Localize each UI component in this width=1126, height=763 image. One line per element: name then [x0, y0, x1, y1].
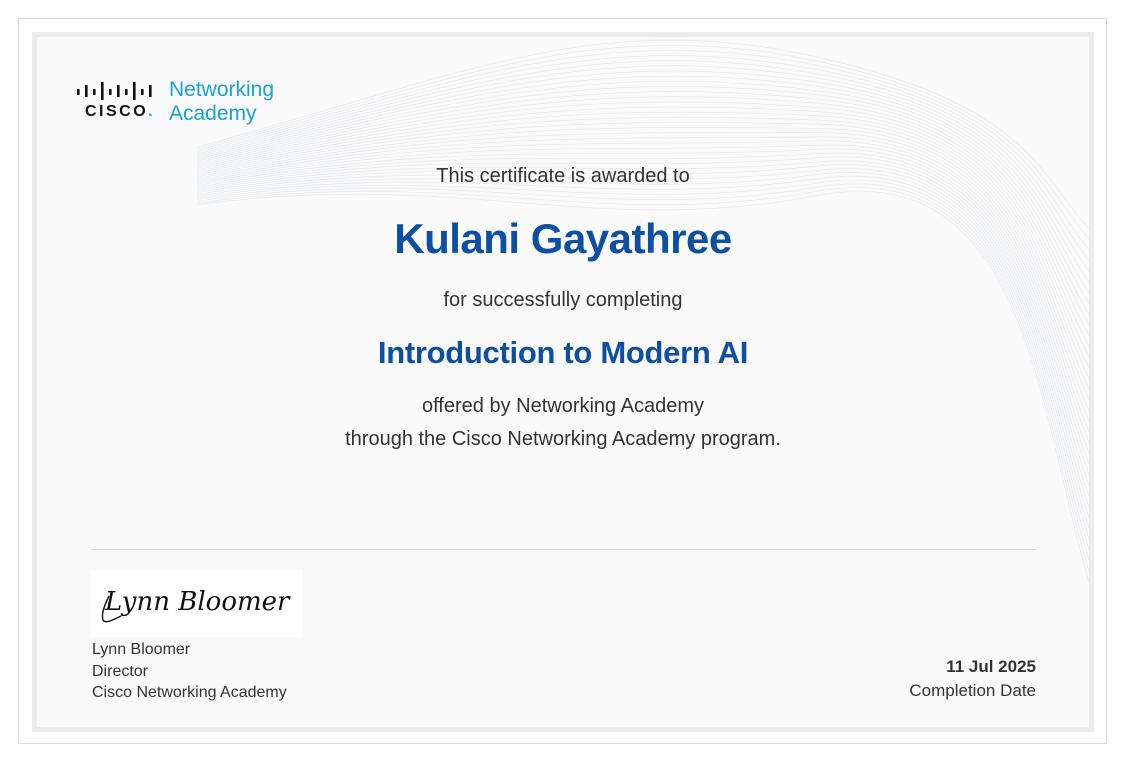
offered-by-text: offered by Networking Academy	[421, 395, 704, 417]
cisco-networking-academy-logo	[77, 77, 297, 127]
wave-line	[197, 40, 1089, 237]
completion-date: 11 Jul 2025	[946, 657, 1036, 676]
completion-date-block	[909, 655, 1036, 703]
program-text: through the Cisco Networking Academy program.	[345, 428, 781, 450]
signer-name: Lynn Bloomer	[92, 641, 191, 658]
wave-line	[197, 157, 1089, 506]
cisco-bridge-icon	[77, 82, 157, 100]
course-title: Introduction to Modern AI	[377, 335, 749, 370]
networking-academy-title: Networking Academy	[169, 78, 275, 125]
signer-title: Director	[92, 662, 149, 680]
recipient-name: Kulani Gayathree	[394, 215, 732, 262]
signer-block	[92, 639, 287, 704]
wave-line	[197, 76, 1089, 315]
signer-organization: Cisco Networking Academy	[92, 684, 287, 701]
certificate	[32, 32, 1094, 732]
completing-text: for successfully completing	[443, 289, 683, 311]
signature-script: Lynn Bloomer	[105, 587, 290, 617]
awarded-to-text: This certificate is awarded to	[436, 165, 690, 187]
cisco-wordmark: CISCO.	[85, 103, 153, 120]
signature-image	[91, 570, 303, 637]
completion-date-label: Completion Date	[909, 681, 1036, 700]
footer-divider	[91, 549, 1036, 550]
